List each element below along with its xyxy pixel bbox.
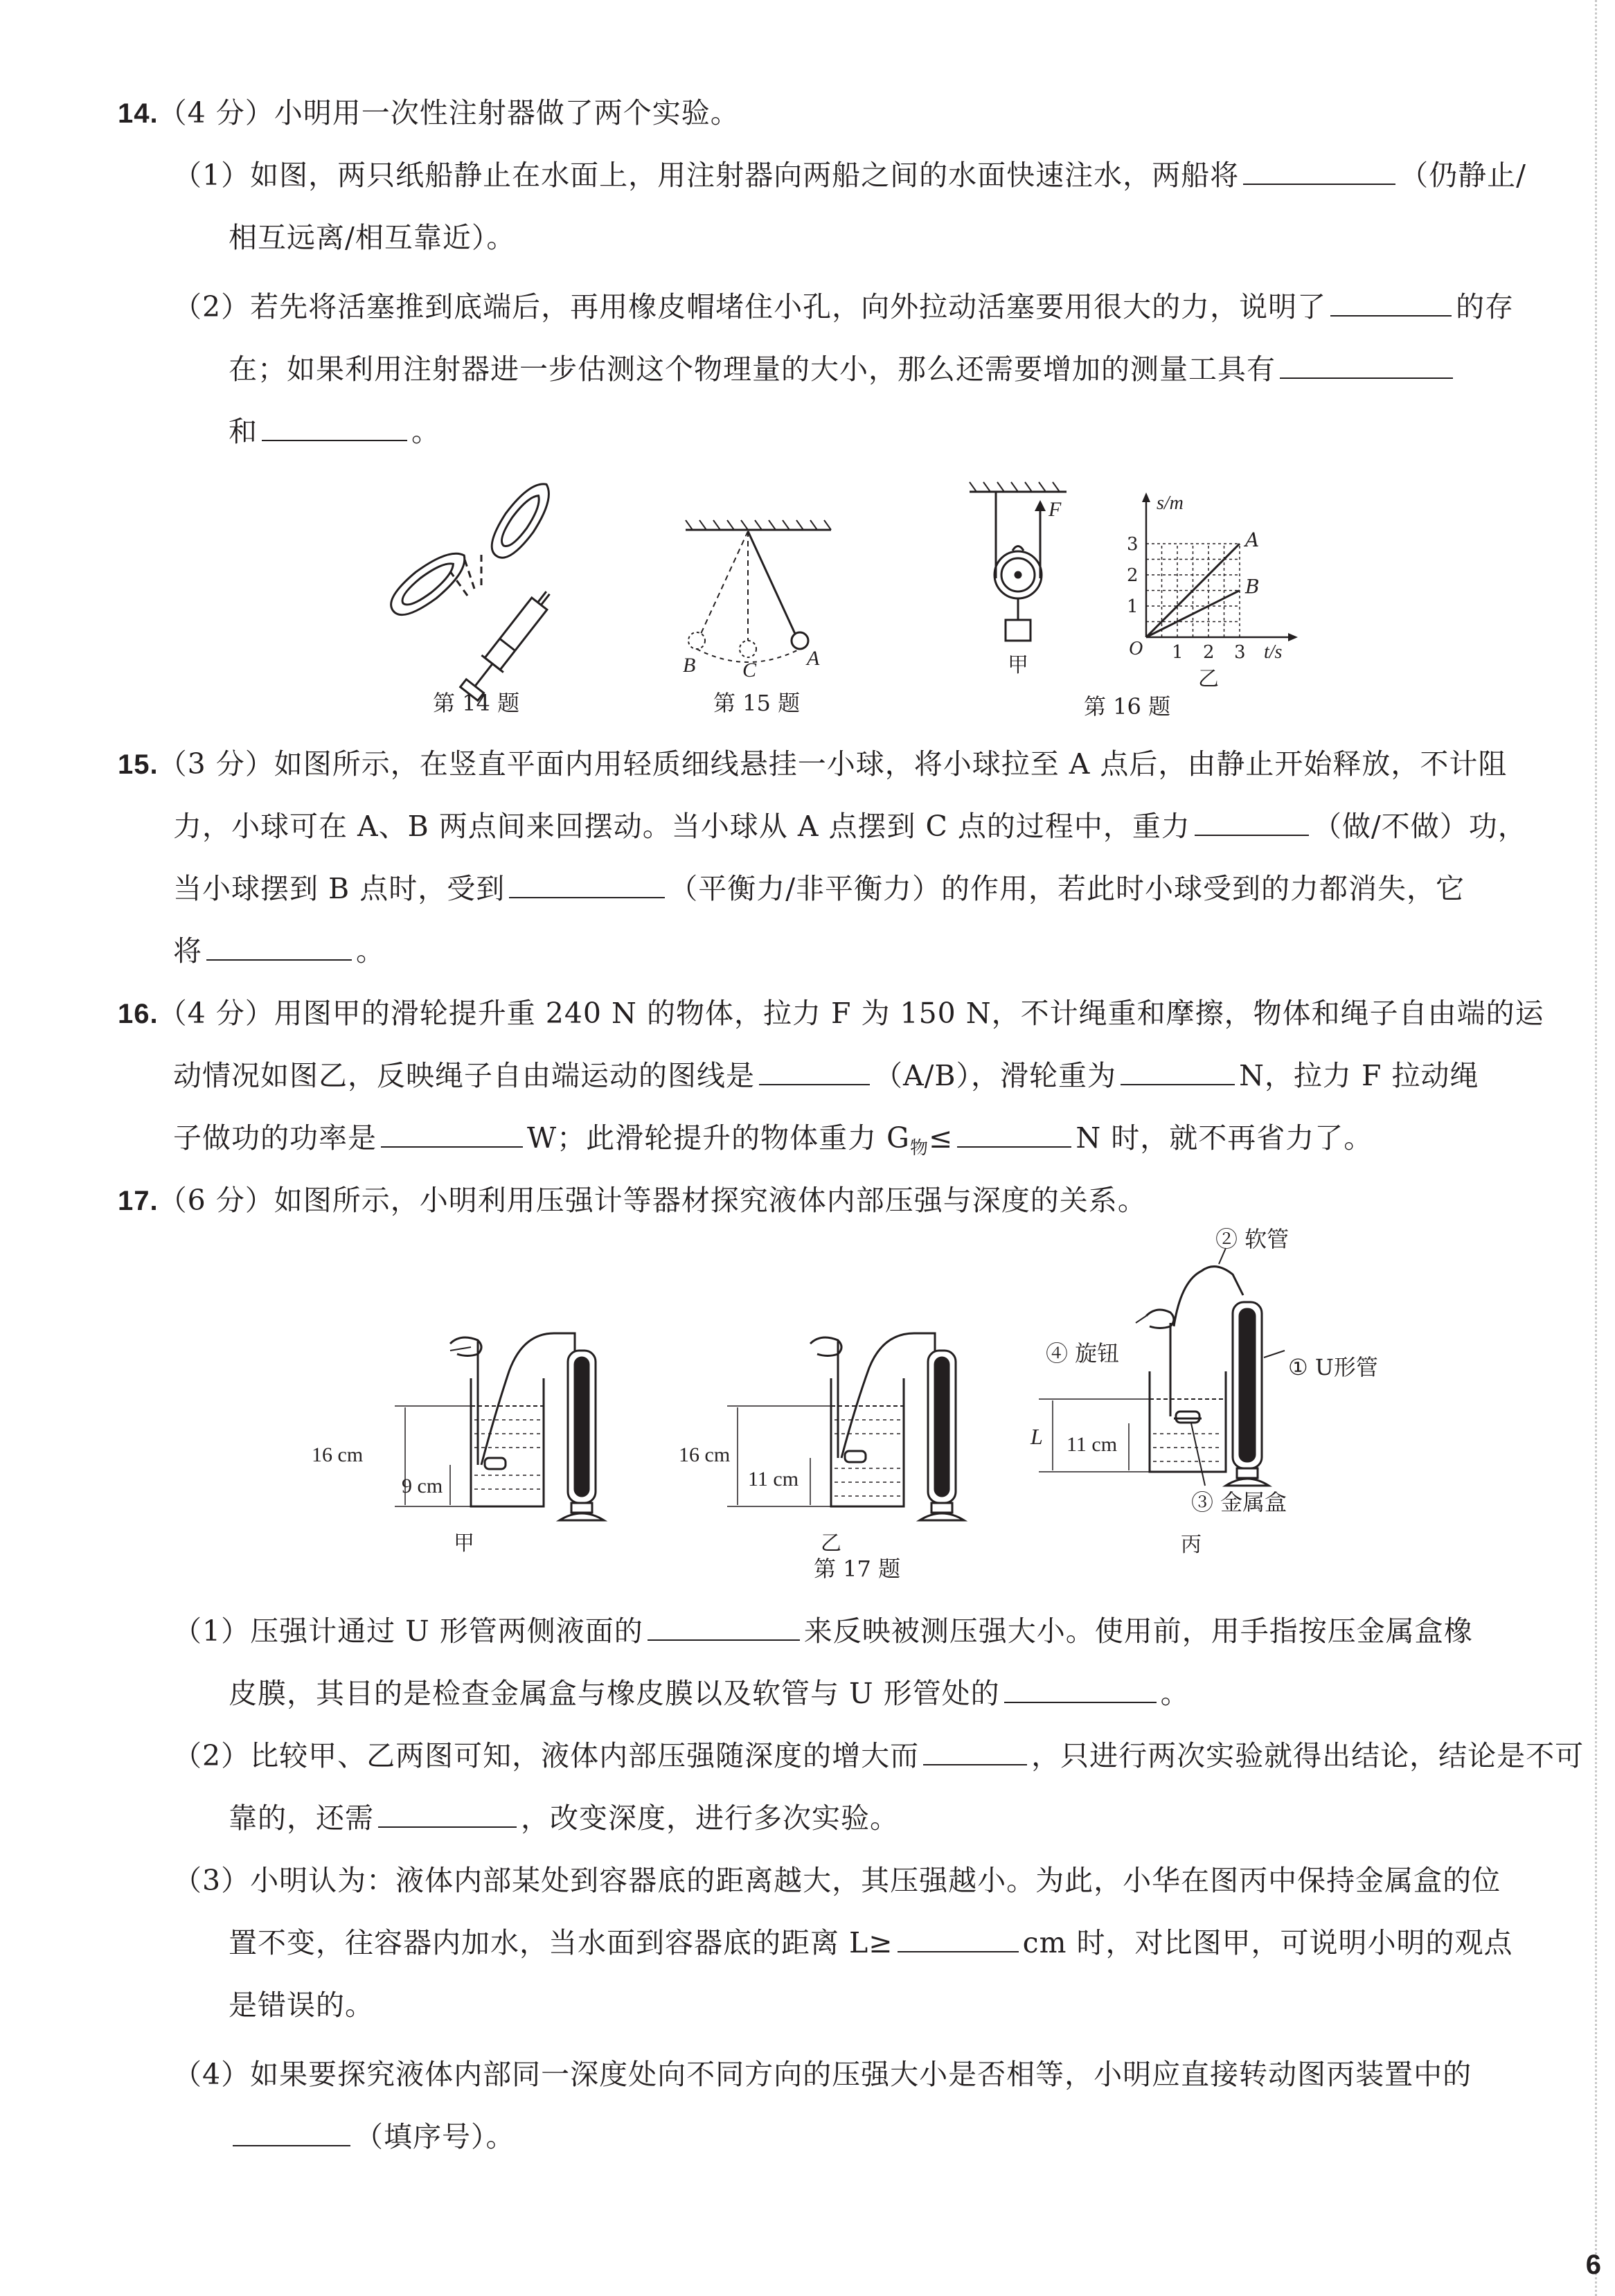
q17-p1-end: 。 [1160,1677,1190,1710]
q15-line3 [173,871,1465,906]
x-tick-label: 1 [1172,642,1184,663]
label-B: B [683,654,696,677]
page-number: 6 [1585,2250,1601,2280]
q17-p4-line1: （4）如果要探究液体内部同一深度处向不同方向的压强大小是否相等，小明应直接转动图丙装置中的 [173,2058,1472,2091]
q17-p2-line1 [173,1738,1584,1773]
x-tick-label: 2 [1203,642,1215,663]
q15-text3b: （平衡力/非平衡力）的作用，若此时小球受到的力都消失，它 [669,872,1465,905]
figure-15-caption: 第 15 题 [713,690,801,716]
q16-text3d: N 时，就不再省力了。 [1076,1121,1373,1155]
q14-p2-line3 [229,414,440,449]
q17-p2-blank2[interactable] [378,1801,517,1828]
q14-p1-options: （仍静止/ [1400,159,1526,192]
graph-xlabel: t/s [1264,641,1283,663]
q17-p2-text: （2）比较甲、乙两图可知，液体内部压强随深度的增大而 [173,1739,920,1772]
label-C: C [742,659,757,682]
q14-stem-text: （4 分）小明用一次性注射器做了两个实验。 [158,96,740,130]
q16-text1: （4 分）用图甲的滑轮提升重 240 N 的物体，拉力 F 为 150 N，不计绳重和摩擦，物体和绳子自由端的运 [158,997,1544,1030]
y-tick-label: 1 [1127,596,1139,617]
q14-p2-end: 。 [411,415,440,448]
x-tick-label: 3 [1234,642,1246,663]
figure-16-pulley [963,478,1087,686]
q15-text2: 力，小球可在 A、B 两点间来回摆动。当小球从 A 点摆到 C 点的过程中，重力 [173,810,1190,843]
q14-p2-line2 [229,352,1457,386]
graph-ylabel: s/m [1157,492,1184,514]
label-yi-17: 乙 [821,1531,841,1556]
q17-p1-line1 [173,1614,1473,1648]
q17-p1-text3: 皮膜，其目的是检查金属盒与橡皮膜以及软管与 U 形管处的 [229,1677,1000,1710]
q14-p2-text3: 在；如果利用注射器进一步估测这个物理量的大小，那么还需要增加的测量工具有 [229,353,1276,386]
bing-utube-label: ① U形管 [1288,1354,1378,1380]
q17-p4-text: （填序号）。 [355,2120,515,2153]
q14-stem [118,96,740,131]
yi-depth-label: 16 cm [679,1443,731,1466]
bing-height-label: 11 cm [1067,1433,1118,1456]
jia-depth-label: 16 cm [312,1443,364,1466]
label-jia-16: 甲 [1008,653,1028,677]
q14-p1-line1 [173,158,1526,193]
yi-height-label: 11 cm [748,1468,799,1490]
q15-text3a: 当小球摆到 B 点时，受到 [173,872,506,905]
q15-line1 [118,747,1507,782]
figure-16-caption: 第 16 题 [1084,693,1171,720]
q17-p1-blank1[interactable] [648,1614,800,1641]
q15-text4a: 将 [173,934,202,968]
bing-hose-label: ② 软管 [1215,1226,1290,1252]
q16-blank3[interactable] [381,1121,523,1148]
figure-16-graph [1108,488,1316,689]
jia-height-label: 9 cm [402,1475,443,1497]
q15-number: 15. [118,749,159,780]
q15-blank2[interactable] [509,872,665,898]
q16-number: 16. [118,999,159,1029]
label-yi-16: 乙 [1198,667,1219,691]
label-jia-17: 甲 [454,1531,474,1556]
q15-text2b: （做/不做）功， [1312,810,1527,843]
bing-metalbox-label: ③ 金属盒 [1191,1489,1287,1515]
q14-p2-line1 [173,290,1514,324]
q16-line1 [118,996,1544,1031]
q17-stem-text: （6 分）如图所示，小明利用压强计等器材探究液体内部压强与深度的关系。 [158,1184,1147,1217]
q17-p2-text2: ，只进行两次实验就得出结论，结论是不可 [1031,1739,1585,1772]
q17-p1-line2 [229,1676,1190,1711]
q17-p2-line2 [229,1801,899,1835]
figure-17-caption: 第 17 题 [814,1556,901,1582]
q17-p1-blank2[interactable] [1004,1677,1157,1703]
q17-p1-text2: 来反映被测压强大小。使用前，用手指按压金属盒橡 [803,1614,1473,1648]
series-label-B: B [1245,575,1260,598]
label-F: F [1049,498,1062,521]
q16-line3 [173,1121,1373,1166]
graph-origin: O [1129,638,1143,659]
q17-p3-line3: 是错误的。 [229,1988,374,2022]
q16-leq: ≤ [928,1121,954,1155]
margin-rule [1595,0,1615,2296]
q14-number: 14. [118,98,159,129]
q17-p2-text3: 靠的，还需 [229,1801,374,1835]
y-tick-label: 2 [1127,565,1139,586]
q17-p3-blank[interactable] [898,1926,1019,1952]
q17-p3-line2 [229,1925,1513,1960]
bing-knob-label: ④ 旋钮 [1046,1340,1120,1367]
q16-text2c: N，拉力 F 拉动绳 [1239,1059,1479,1092]
q14-p2-and: 和 [229,415,258,448]
q15-blank1[interactable] [1195,810,1309,836]
label-bing-17: 丙 [1181,1533,1202,1557]
q14-p2-text: （2）若先将活塞推到底端后，再用橡皮帽堵住小孔，向外拉动活塞要用很大的力，说明了 [173,290,1327,323]
q14-p1-line2: 相互远离/相互靠近）。 [229,221,516,254]
figure-17-yi [679,1330,997,1558]
figure-17-jia [312,1330,637,1558]
q14-p1-blank[interactable] [1243,159,1395,185]
q15-line2 [173,809,1527,844]
s-t-graph [1108,488,1316,689]
q17-p3-line1: （3）小明认为：液体内部某处到容器底的距离越大，其压强越小。为此，小华在图丙中保持金属盒的位 [173,1864,1501,1897]
figure-14 [377,485,585,686]
q17-p4-line2 [229,2119,515,2154]
q17-p3-text: 置不变，往容器内加水，当水面到容器底的距离 L≥ [229,1926,893,1959]
q16-text2a: 动情况如图乙，反映绳子自由端运动的图线是 [173,1059,755,1092]
q16-text2b: （A/B），滑轮重为 [874,1059,1117,1092]
figure-14-caption: 第 14 题 [433,690,520,716]
q14-p2-blank3[interactable] [262,415,407,441]
q15-text1: （3 分）如图所示，在竖直平面内用轻质细线悬挂一小球，将小球拉至 A 点后，由静止开始释放，不计阻 [158,747,1508,781]
q16-line2 [173,1058,1479,1093]
q15-blank3[interactable] [206,934,352,961]
q16-blank2[interactable] [1121,1059,1235,1085]
q17-stem [118,1183,1147,1218]
q16-text3b: W；此滑轮提升的物体重力 G [527,1121,910,1155]
q17-p2-blank1[interactable] [923,1739,1027,1765]
q17-p2-text4: ，改变深度，进行多次实验。 [521,1801,899,1835]
q15-text4b: 。 [356,934,385,968]
q17-p4-blank[interactable] [233,2120,350,2146]
label-A: A [807,647,820,670]
q14-p2-blank2[interactable] [1280,353,1453,379]
q16-blank1[interactable] [759,1059,870,1085]
q16-text3a: 子做功的功率是 [173,1121,377,1155]
q14-p2-text2: 的存 [1456,290,1515,323]
q14-p2-blank1[interactable] [1330,290,1452,317]
series-label-A: A [1245,528,1260,551]
q16-sub-wu: 物 [909,1138,929,1159]
q16-blank4[interactable] [957,1121,1071,1148]
figure-17-bing [1025,1226,1413,1558]
y-tick-label: 3 [1127,534,1139,555]
q17-p3-text2: cm 时，对比图甲，可说明小明的观点 [1022,1926,1513,1959]
q17-number: 17. [118,1186,159,1216]
figure-15 [665,509,845,682]
bing-L-label: L [1030,1424,1043,1449]
q14-p1-text: （1）如图，两只纸船静止在水面上，用注射器向两船之间的水面快速注水，两船将 [173,159,1240,192]
q17-p1-text: （1）压强计通过 U 形管两侧液面的 [173,1614,643,1648]
q15-line4 [173,934,385,968]
